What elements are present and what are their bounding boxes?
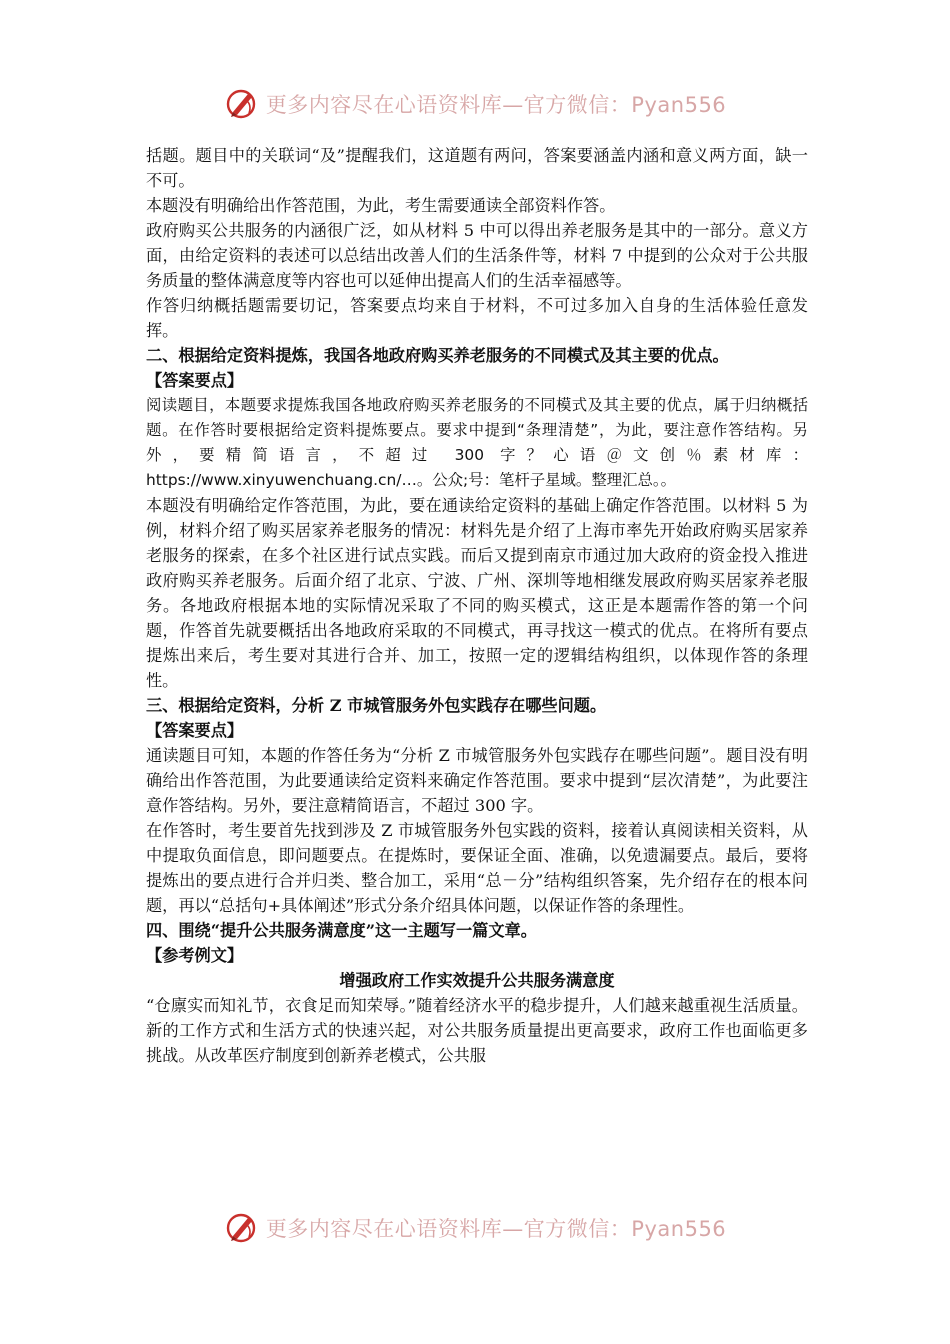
intro-paragraph-3: 政府购买公共服务的内涵很广泛，如从材料 5 中可以得出养老服务是其中的一部分。意义方面，由给定资料的表述可以总结出改善人们的生活条件等，材料 7 中提到的公众对于公共服务质量的整体满意度等内容也可以延伸出提高人们的生活幸福感等。 (146, 221, 808, 290)
pen-logo-icon (224, 1210, 260, 1246)
question-3-heading: 三、根据给定资料，分析 Z 市城管服务外包实践存在哪些问题。 (146, 696, 607, 715)
pen-logo-icon (224, 86, 260, 122)
question-2-heading: 二、根据给定资料提炼，我国各地政府购买养老服务的不同模式及其主要的优点。 (146, 346, 729, 365)
question-3-paragraph-1: 通读题目可知，本题的作答任务为“分析 Z 市城管服务外包实践存在哪些问题”。题目没有明确给出作答范围，为此要通读给定资料来确定作答范围。要求中提到“层次清楚”，为此要注意作答结构。另外，要注意精简语言，不超过 300 字。 (146, 746, 808, 815)
question-2-answer-label: 【答案要点】 (146, 371, 244, 390)
banner-text: 更多内容尽在心语资料库—官方微信：Pyan556 (265, 1217, 727, 1241)
document-body (146, 143, 808, 1068)
essay-title: 增强政府工作实效提升公共服务满意度 (339, 971, 615, 990)
footer-watermark-banner (0, 1208, 950, 1248)
question-4-heading: 四、围绕“提升公共服务满意度”这一主题写一篇文章。 (146, 921, 537, 940)
question-2-paragraph-2: 本题没有明确给定作答范围，为此，要在通读给定资料的基础上确定作答范围。以材料 5 为例，材料介绍了购买居家养老服务的情况：材料先是介绍了上海市率先开始政府购买居家养老服务的探索，在多个社区进行试点实践。而后又提到南京市通过加大政府的资金投入推进政府购买养老服务。后面介绍了北京、宁波、广州、深圳等地相继发展政府购买居家养老服务。各地政府根据本地的实际情况采取了不同的购买模式，这正是本题需作答的第一个问题，作答首先就要概括出各地政府采取的不同模式，再寻找这一模式的优点。在将所有要点提炼出来后，考生要对其进行合并、加工，按照一定的逻辑结构组织，以体现作答的条理性。 (146, 496, 808, 690)
header-watermark-banner (0, 84, 950, 124)
question-4-essay-label: 【参考例文】 (146, 946, 244, 965)
essay-paragraph-1: “仓廪实而知礼节，衣食足而知荣辱。”随着经济水平的稳步提升，人们越来越重视生活质量。新的工作方式和生活方式的快速兴起，对公共服务质量提出更高要求，政府工作也面临更多挑战。从改革医疗制度到创新养老模式，公共服 (146, 996, 808, 1065)
question-3-answer-label: 【答案要点】 (146, 721, 244, 740)
intro-paragraph-1: 括题。题目中的关联词“及”提醒我们，这道题有两问，答案要涵盖内涵和意义两方面，缺一不可。 (146, 146, 808, 190)
banner-text: 更多内容尽在心语资料库—官方微信：Pyan556 (265, 93, 727, 117)
intro-paragraph-2: 本题没有明确给出作答范围，为此，考生需要通读全部资料作答。 (146, 196, 616, 215)
question-3-paragraph-2: 在作答时，考生要首先找到涉及 Z 市城管服务外包实践的资料，接着认真阅读相关资料，从中提取负面信息，即问题要点。在提炼时，要保证全面、准确，以免遗漏要点。最后，要将提炼出的要点进行合并归类、整合加工，采用“总－分”结构组织答案，先介绍存在的根本问题，再以“总括句+具体阐述”形式分条介绍具体问题，以保证作答的条理性。 (146, 821, 808, 915)
intro-paragraph-4: 作答归纳概括题需要切记，答案要点均来自于材料，不可过多加入自身的生活体验任意发挥。 (146, 296, 808, 340)
question-2-paragraph-1: 阅读题目，本题要求提炼我国各地政府购买养老服务的不同模式及其主要的优点，属于归纳概括题。在作答时要根据给定资料提炼要点。要求中提到“条理清楚”，为此，要注意作答结构。另外，要精简语言，不超过 300 字？心语＠文创％素材库：https://www.xinyuwenchuang.cn/…。公众;号：笔杆子星域。整理汇总。。 (146, 396, 808, 489)
